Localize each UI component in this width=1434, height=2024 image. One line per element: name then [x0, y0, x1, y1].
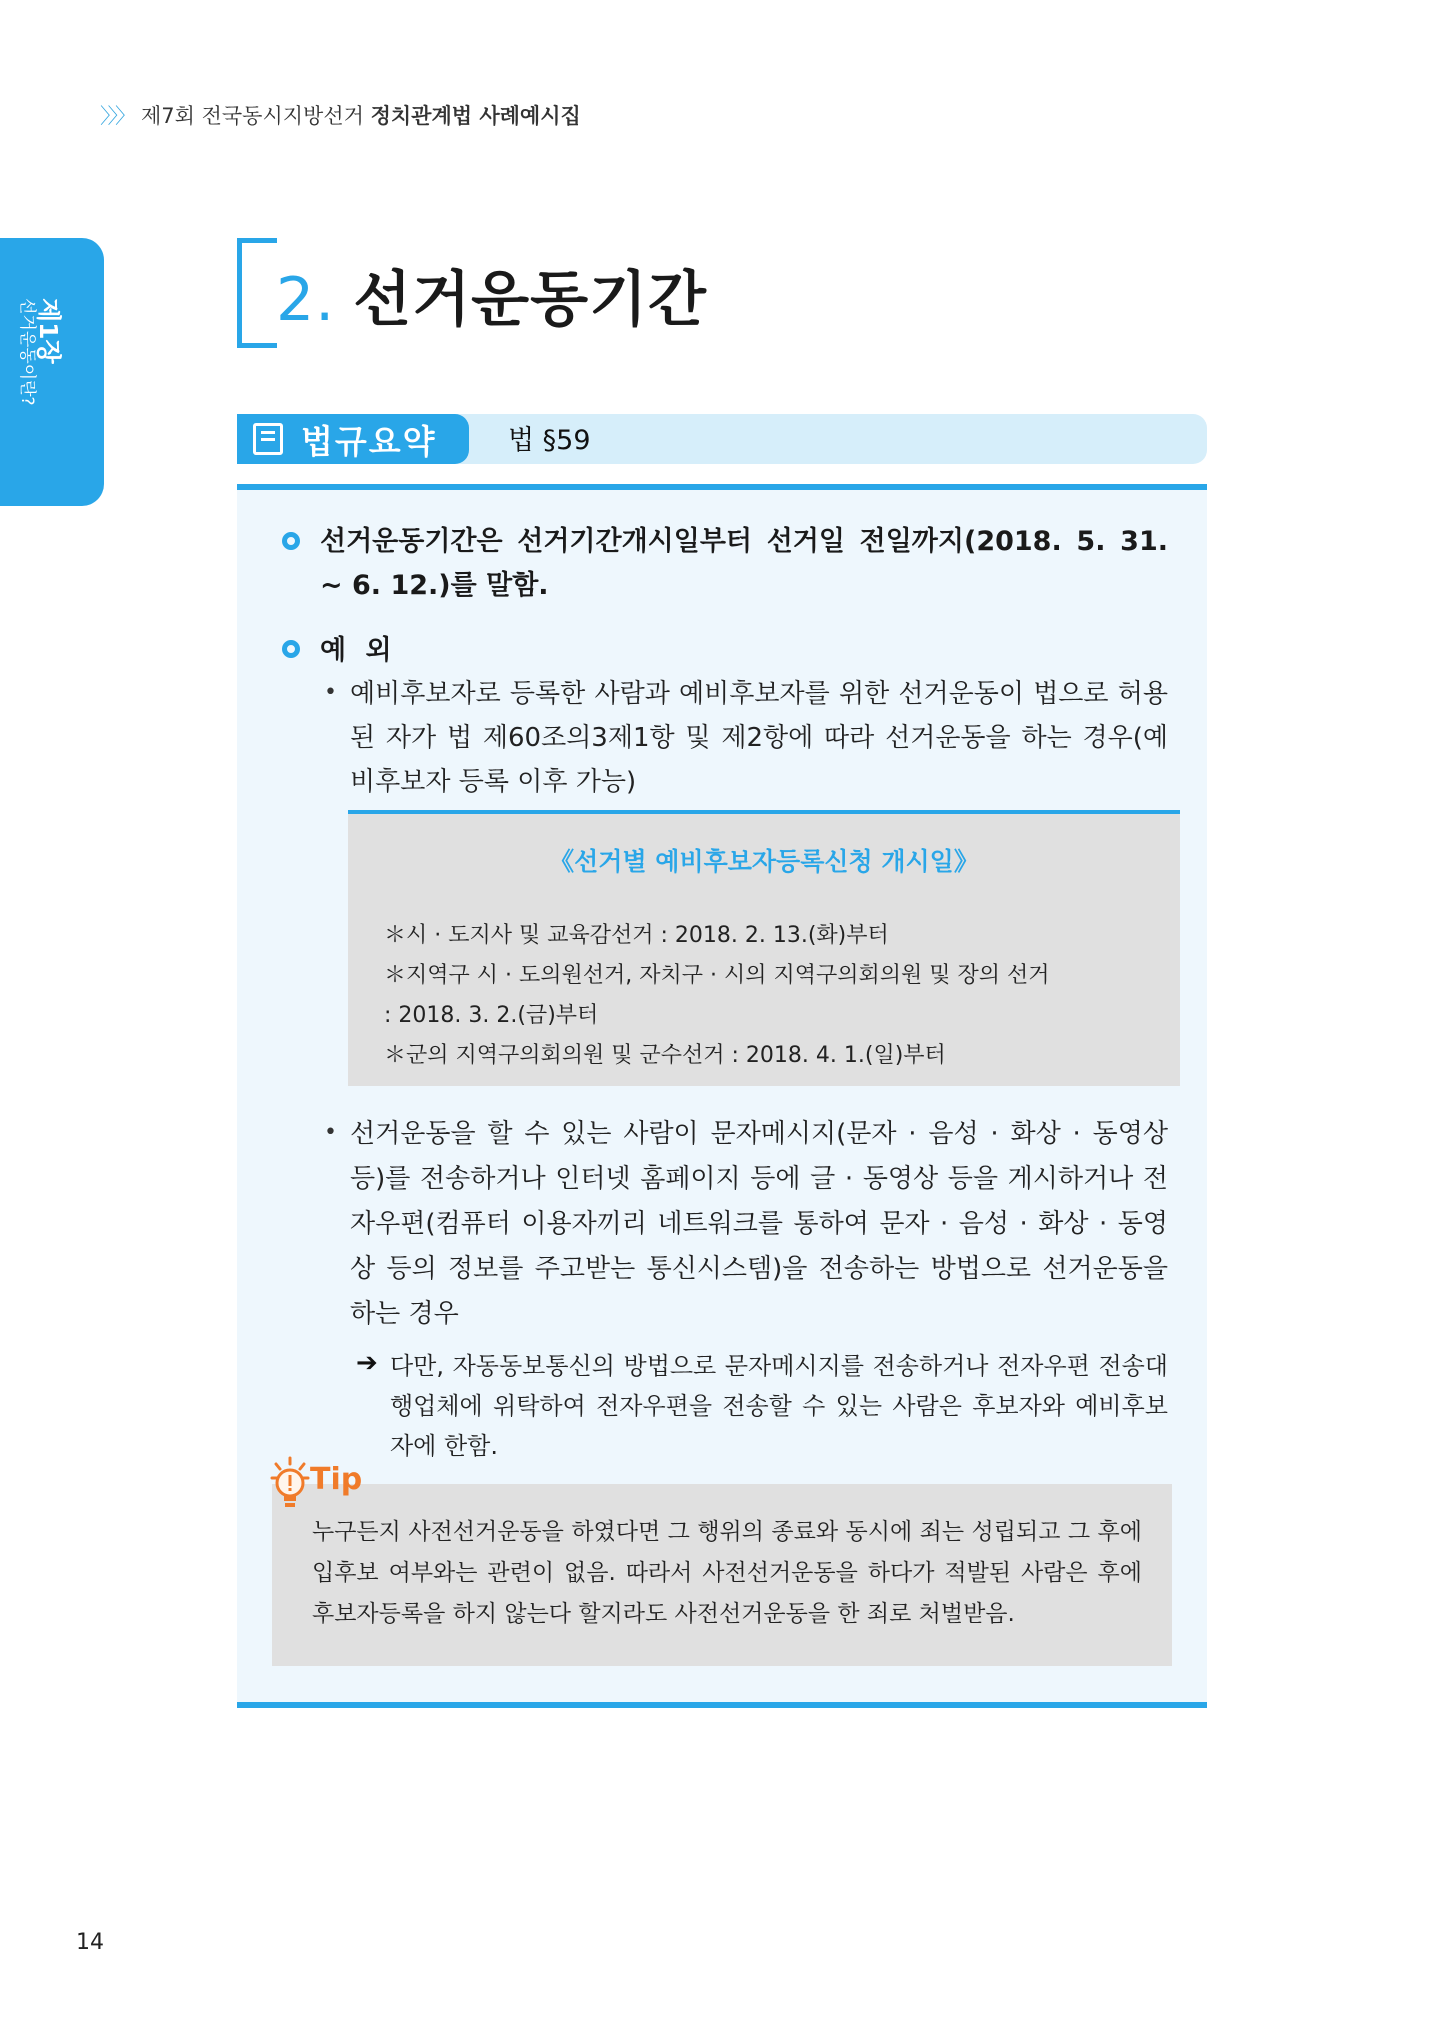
circle-bullet-icon [282, 640, 300, 658]
law-reference: 법 §59 [508, 425, 591, 456]
circle-bullet-icon [282, 532, 300, 550]
chapter-label: 제1장 [34, 298, 63, 364]
registration-date-line: ＊군의 지역구의회의원 및 군수선거 : 2018. 4. 1.(일)부터 [384, 1043, 946, 1068]
registration-date-line: ＊지역구 시 · 도의원선거, 자치구 · 시의 지역구의회의원 및 장의 선거 [384, 963, 1050, 988]
book-icon [253, 423, 283, 455]
page-number: 14 [76, 1930, 104, 1955]
tip-box [272, 1484, 1172, 1666]
dot-bullet-icon: • [324, 680, 337, 705]
exception-text-messaging: 선거운동을 할 수 있는 사람이 문자메시지(문자 · 음성 · 화상 · 동영상 등)를 전송하거나 인터넷 홈페이지 등에 글 · 동영상 등을 게시하거나 전자우편(컴퓨터 이용자끼리 네트워크를 통하여 문자 · 음성 · 화상 · 동영상 등의 정보를 주고받는 통신시스템)을 전송하는 방법으로 선거운동을 하는 경우 [350, 1119, 1168, 1329]
title-bracket [237, 238, 277, 348]
chapter-subtitle: 선거운동이란? [17, 298, 37, 406]
chevron-icon: 〉〉〉 [100, 104, 133, 128]
section-title [276, 252, 707, 338]
item-exceptions: 예 외 [320, 635, 392, 666]
registration-date-line: : 2018. 3. 2.(금)부터 [384, 1003, 599, 1028]
registration-dates-box [348, 810, 1180, 1086]
registration-dates-title: 《선거별 예비후보자등록신청 개시일》 [549, 847, 979, 876]
tip-label: Tip [310, 1462, 363, 1497]
running-header [100, 100, 581, 130]
header-prefix: 제7회 전국동시지방선거 [141, 104, 364, 128]
tip-text: 누구든지 사전선거운동을 하였다면 그 행위의 종료와 동시에 죄는 성립되고 그 후에 입후보 여부와는 관련이 없음. 따라서 사전선거운동을 하다가 적발된 사람은 후에 후보자등록을 하지 않는다 할지라도 사전선거운동을 한 죄로 처벌받음. [312, 1519, 1142, 1627]
section-number: 2. [276, 265, 336, 335]
item-campaign-period: 선거운동기간은 선거기간개시일부터 선거일 전일까지(2018. 5. 31. ~ 6. 12.)를 말함. [320, 526, 1168, 601]
law-summary-badge [237, 414, 469, 464]
dot-bullet-icon: • [324, 1120, 337, 1145]
arrow-right-icon: ➔ [356, 1348, 378, 1378]
box-bottom-rule [237, 1702, 1207, 1708]
registration-date-line: ＊시 · 도지사 및 교육감선거 : 2018. 2. 13.(화)부터 [384, 923, 889, 948]
chapter-side-tab [0, 238, 104, 506]
law-summary-label: 법규요약 [301, 421, 437, 461]
exception-preliminary-candidate: 예비후보자로 등록한 사람과 예비후보자를 위한 선거운동이 법으로 허용된 자가 법 제60조의3제1항 및 제2항에 따라 선거운동을 하는 경우(예비후보자 등록 이후 가능) [350, 679, 1168, 797]
header-bold-title: 정치관계법 사례예시집 [370, 104, 581, 128]
exception-note: 다만, 자동동보통신의 방법으로 문자메시지를 전송하거나 전자우편 전송대행업체에 위탁하여 전자우편을 전송할 수 있는 사람은 후보자와 예비후보자에 한함. [390, 1352, 1168, 1460]
section-title-text: 선거운동기간 [353, 265, 708, 335]
